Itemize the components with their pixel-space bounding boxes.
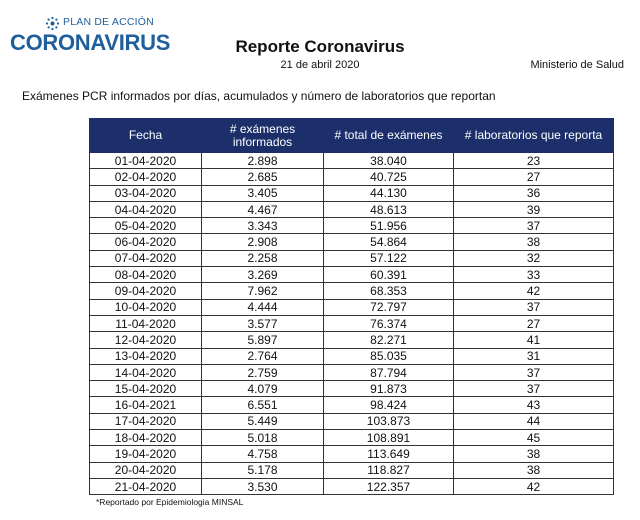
- cell-daily-exams: 3.269: [202, 267, 324, 283]
- table-row: [90, 267, 614, 283]
- table-row: [90, 430, 614, 446]
- table-row: [90, 397, 614, 413]
- cell-daily-exams: 4.079: [202, 381, 324, 397]
- cell-date: 01-04-2020: [90, 153, 202, 169]
- table-row: [90, 413, 614, 429]
- table-row: [90, 381, 614, 397]
- column-header-date: Fecha: [90, 119, 202, 153]
- cell-total-exams: 68.353: [324, 283, 454, 299]
- report-title: Reporte Coronavirus: [235, 37, 405, 56]
- cell-daily-exams: 7.962: [202, 283, 324, 299]
- cell-date: 13-04-2020: [90, 348, 202, 364]
- table-row: [90, 364, 614, 380]
- cell-date: 15-04-2020: [90, 381, 202, 397]
- footnote: *Reportado por Epidemiologia MINSAL: [96, 497, 244, 507]
- table-header-row: [90, 119, 614, 153]
- cell-total-exams: 98.424: [324, 397, 454, 413]
- cell-total-exams: 48.613: [324, 201, 454, 217]
- cell-date: 06-04-2020: [90, 234, 202, 250]
- table-row: [90, 185, 614, 201]
- cell-daily-exams: 3.343: [202, 218, 324, 234]
- cell-labs: 36: [454, 185, 614, 201]
- cell-daily-exams: 5.178: [202, 462, 324, 478]
- cell-daily-exams: 2.759: [202, 364, 324, 380]
- cell-labs: 38: [454, 234, 614, 250]
- cell-date: 05-04-2020: [90, 218, 202, 234]
- cell-daily-exams: 5.449: [202, 413, 324, 429]
- table-row: [90, 348, 614, 364]
- cell-total-exams: 103.873: [324, 413, 454, 429]
- table-row: [90, 153, 614, 169]
- cell-date: 17-04-2020: [90, 413, 202, 429]
- table-caption: Exámenes PCR informados por días, acumulados y número de laboratorios que reportan: [22, 89, 496, 103]
- pcr-exams-table: [89, 118, 614, 495]
- cell-daily-exams: 2.764: [202, 348, 324, 364]
- cell-total-exams: 51.956: [324, 218, 454, 234]
- report-date: 21 de abril 2020: [280, 59, 360, 71]
- table-row: [90, 462, 614, 478]
- cell-daily-exams: 3.405: [202, 185, 324, 201]
- cell-labs: 39: [454, 201, 614, 217]
- table-row: [90, 332, 614, 348]
- table-body: [90, 153, 614, 495]
- cell-labs: 37: [454, 381, 614, 397]
- cell-daily-exams: 4.467: [202, 201, 324, 217]
- cell-labs: 32: [454, 250, 614, 266]
- cell-daily-exams: 2.908: [202, 234, 324, 250]
- cell-date: 19-04-2020: [90, 446, 202, 462]
- cell-total-exams: 108.891: [324, 430, 454, 446]
- cell-labs: 31: [454, 348, 614, 364]
- cell-daily-exams: 6.551: [202, 397, 324, 413]
- cell-total-exams: 40.725: [324, 169, 454, 185]
- cell-labs: 44: [454, 413, 614, 429]
- cell-daily-exams: 2.898: [202, 153, 324, 169]
- cell-total-exams: 54.864: [324, 234, 454, 250]
- cell-date: 07-04-2020: [90, 250, 202, 266]
- cell-total-exams: 122.357: [324, 478, 454, 494]
- table-row: [90, 478, 614, 494]
- cell-labs: 27: [454, 315, 614, 331]
- cell-date: 11-04-2020: [90, 315, 202, 331]
- cell-total-exams: 38.040: [324, 153, 454, 169]
- table-row: [90, 315, 614, 331]
- cell-date: 21-04-2020: [90, 478, 202, 494]
- cell-labs: 42: [454, 283, 614, 299]
- cell-total-exams: 72.797: [324, 299, 454, 315]
- cell-daily-exams: 4.758: [202, 446, 324, 462]
- cell-total-exams: 44.130: [324, 185, 454, 201]
- table-row: [90, 299, 614, 315]
- cell-labs: 43: [454, 397, 614, 413]
- cell-date: 14-04-2020: [90, 364, 202, 380]
- cell-labs: 38: [454, 446, 614, 462]
- cell-total-exams: 118.827: [324, 462, 454, 478]
- cell-total-exams: 82.271: [324, 332, 454, 348]
- column-header-daily-exams: # exámenes informados: [202, 119, 324, 153]
- table-row: [90, 283, 614, 299]
- cell-daily-exams: 4.444: [202, 299, 324, 315]
- cell-date: 10-04-2020: [90, 299, 202, 315]
- cell-total-exams: 60.391: [324, 267, 454, 283]
- cell-date: 18-04-2020: [90, 430, 202, 446]
- cell-date: 03-04-2020: [90, 185, 202, 201]
- cell-total-exams: 91.873: [324, 381, 454, 397]
- cell-labs: 37: [454, 364, 614, 380]
- cell-daily-exams: 2.258: [202, 250, 324, 266]
- cell-daily-exams: 3.530: [202, 478, 324, 494]
- cell-daily-exams: 2.685: [202, 169, 324, 185]
- ministry-label: Ministerio de Salud: [530, 59, 624, 71]
- cell-total-exams: 57.122: [324, 250, 454, 266]
- cell-total-exams: 76.374: [324, 315, 454, 331]
- table-row: [90, 446, 614, 462]
- logo-tagline: PLAN DE ACCIÓN: [63, 16, 154, 28]
- cell-labs: 37: [454, 299, 614, 315]
- cell-daily-exams: 5.018: [202, 430, 324, 446]
- cell-daily-exams: 5.897: [202, 332, 324, 348]
- cell-labs: 23: [454, 153, 614, 169]
- table-row: [90, 218, 614, 234]
- cell-date: 04-04-2020: [90, 201, 202, 217]
- cell-daily-exams: 3.577: [202, 315, 324, 331]
- cell-date: 02-04-2020: [90, 169, 202, 185]
- cell-date: 16-04-2021: [90, 397, 202, 413]
- table-row: [90, 250, 614, 266]
- cell-date: 12-04-2020: [90, 332, 202, 348]
- logo-wordmark: CORONAVIRUS: [10, 30, 171, 55]
- cell-labs: 42: [454, 478, 614, 494]
- cell-labs: 45: [454, 430, 614, 446]
- cell-labs: 27: [454, 169, 614, 185]
- cell-date: 09-04-2020: [90, 283, 202, 299]
- cell-date: 08-04-2020: [90, 267, 202, 283]
- cell-labs: 37: [454, 218, 614, 234]
- column-header-total-exams: # total de exámenes: [324, 119, 454, 153]
- table-row: [90, 169, 614, 185]
- cell-total-exams: 113.649: [324, 446, 454, 462]
- cell-labs: 41: [454, 332, 614, 348]
- cell-labs: 38: [454, 462, 614, 478]
- column-header-labs: # laboratorios que reporta: [454, 119, 614, 153]
- cell-labs: 33: [454, 267, 614, 283]
- table-row: [90, 234, 614, 250]
- cell-total-exams: 87.794: [324, 364, 454, 380]
- cell-total-exams: 85.035: [324, 348, 454, 364]
- table-row: [90, 201, 614, 217]
- cell-date: 20-04-2020: [90, 462, 202, 478]
